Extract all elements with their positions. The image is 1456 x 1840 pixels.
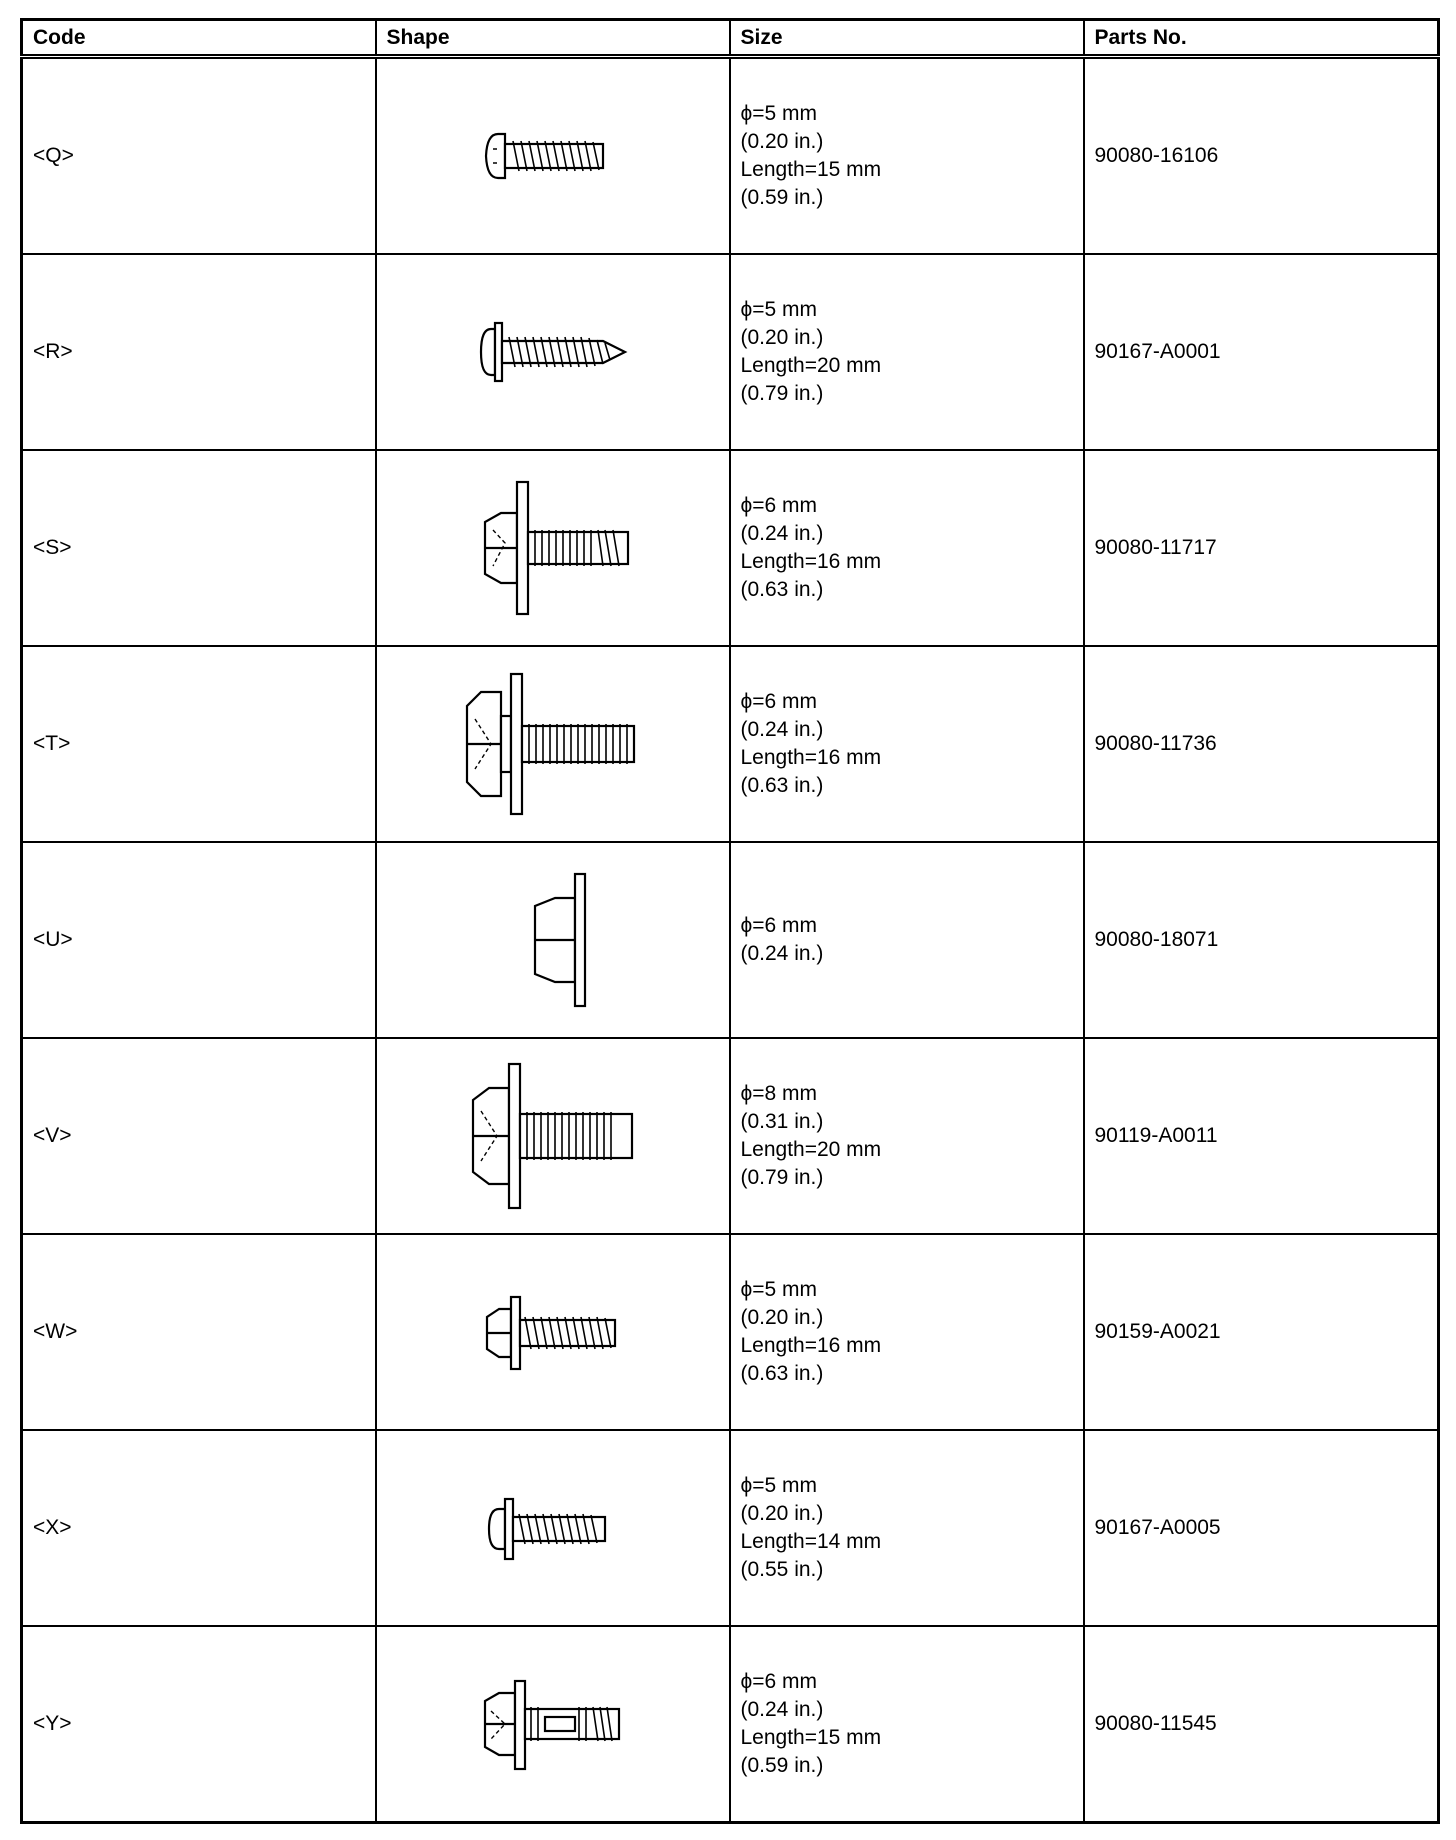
shape-cell xyxy=(376,1626,730,1823)
size-line: Length=16 mm xyxy=(740,746,882,769)
parts-no-cell: 90080-18071 xyxy=(1084,842,1439,1038)
table-row xyxy=(22,1038,1439,1234)
shape-cell xyxy=(376,842,730,1038)
hex-bolt-spring-washer-icon xyxy=(453,664,653,824)
code-cell: <Q> xyxy=(22,57,376,255)
parts-no-cell: 90080-16106 xyxy=(1084,57,1439,255)
parts-no-cell: 90167-A0001 xyxy=(1084,254,1439,450)
size-line: (0.63 in.) xyxy=(740,578,824,601)
shape-cell xyxy=(376,57,730,255)
size-cell xyxy=(730,57,1084,255)
header-parts-no: Parts No. xyxy=(1084,20,1439,57)
size-cell xyxy=(730,1626,1084,1823)
code-cell: <R> xyxy=(22,254,376,450)
table-row xyxy=(22,646,1439,842)
size-cell xyxy=(730,254,1084,450)
size-line: (0.24 in.) xyxy=(740,942,824,965)
code-cell: <S> xyxy=(22,450,376,646)
size-line: (0.24 in.) xyxy=(740,1698,824,1721)
size-line: (0.63 in.) xyxy=(740,1362,824,1385)
size-line: (0.79 in.) xyxy=(740,1166,824,1189)
hex-washer-bolt-icon xyxy=(453,468,653,628)
table-header xyxy=(22,20,1439,57)
header-code: Code xyxy=(22,20,376,57)
table-row xyxy=(22,254,1439,450)
size-line: ϕ=6 mm xyxy=(740,690,818,713)
size-line: (0.79 in.) xyxy=(740,382,824,405)
size-line: (0.63 in.) xyxy=(740,774,824,797)
code-cell: <T> xyxy=(22,646,376,842)
size-line: ϕ=6 mm xyxy=(740,914,818,937)
hex-washer-bolt-large-icon xyxy=(453,1056,653,1216)
washer-head-tapping-screw-icon xyxy=(453,1463,653,1593)
parts-no-cell: 90119-A0011 xyxy=(1084,1038,1439,1234)
size-line: ϕ=6 mm xyxy=(740,494,818,517)
size-line: ϕ=5 mm xyxy=(740,298,818,321)
parts-no-cell: 90080-11717 xyxy=(1084,450,1439,646)
shape-cell xyxy=(376,1430,730,1626)
fastener-table xyxy=(20,18,1440,1824)
hex-washer-bolt-slotted-icon xyxy=(453,1659,653,1789)
size-line: ϕ=5 mm xyxy=(740,1474,818,1497)
size-line: (0.31 in.) xyxy=(740,1110,824,1133)
size-line: (0.59 in.) xyxy=(740,186,824,209)
size-line: (0.24 in.) xyxy=(740,522,824,545)
size-line: (0.24 in.) xyxy=(740,718,824,741)
header-shape: Shape xyxy=(376,20,730,57)
parts-no-cell: 90080-11545 xyxy=(1084,1626,1439,1823)
size-line: Length=20 mm xyxy=(740,1138,882,1161)
size-line: (0.20 in.) xyxy=(740,1306,824,1329)
code-cell: <Y> xyxy=(22,1626,376,1823)
code-cell: <V> xyxy=(22,1038,376,1234)
size-line: (0.20 in.) xyxy=(740,326,824,349)
pan-head-tapping-screw-icon xyxy=(453,91,653,221)
shape-cell xyxy=(376,450,730,646)
parts-no-cell: 90080-11736 xyxy=(1084,646,1439,842)
flange-nut-icon xyxy=(453,860,653,1020)
table-row xyxy=(22,1430,1439,1626)
size-cell xyxy=(730,1234,1084,1430)
size-line: Length=16 mm xyxy=(740,1334,882,1357)
shape-cell xyxy=(376,1234,730,1430)
table-row xyxy=(22,1234,1439,1430)
table-body xyxy=(22,57,1439,1823)
code-cell: <W> xyxy=(22,1234,376,1430)
code-cell: <X> xyxy=(22,1430,376,1626)
parts-no-cell: 90159-A0021 xyxy=(1084,1234,1439,1430)
size-line: ϕ=6 mm xyxy=(740,1670,818,1693)
size-line: ϕ=5 mm xyxy=(740,1278,818,1301)
size-line: ϕ=5 mm xyxy=(740,102,818,125)
size-cell xyxy=(730,1430,1084,1626)
shape-cell xyxy=(376,254,730,450)
size-line: Length=20 mm xyxy=(740,354,882,377)
hex-washer-tapping-screw-icon xyxy=(453,1267,653,1397)
table-row xyxy=(22,450,1439,646)
size-line: (0.20 in.) xyxy=(740,130,824,153)
size-line: (0.20 in.) xyxy=(740,1502,824,1525)
size-cell xyxy=(730,1038,1084,1234)
size-line: Length=15 mm xyxy=(740,158,882,181)
size-cell xyxy=(730,842,1084,1038)
parts-no-cell: 90167-A0005 xyxy=(1084,1430,1439,1626)
size-line: Length=15 mm xyxy=(740,1726,882,1749)
code-cell: <U> xyxy=(22,842,376,1038)
size-line: (0.55 in.) xyxy=(740,1558,824,1581)
size-line: (0.59 in.) xyxy=(740,1754,824,1777)
header-size: Size xyxy=(730,20,1084,57)
size-cell xyxy=(730,646,1084,842)
table-row xyxy=(22,57,1439,255)
size-line: Length=16 mm xyxy=(740,550,882,573)
washer-head-pointed-screw-icon xyxy=(453,287,653,417)
header-row xyxy=(22,20,1439,57)
table-row xyxy=(22,842,1439,1038)
size-line: Length=14 mm xyxy=(740,1530,882,1553)
table-row xyxy=(22,1626,1439,1823)
shape-cell xyxy=(376,646,730,842)
shape-cell xyxy=(376,1038,730,1234)
size-cell xyxy=(730,450,1084,646)
size-line: ϕ=8 mm xyxy=(740,1082,818,1105)
